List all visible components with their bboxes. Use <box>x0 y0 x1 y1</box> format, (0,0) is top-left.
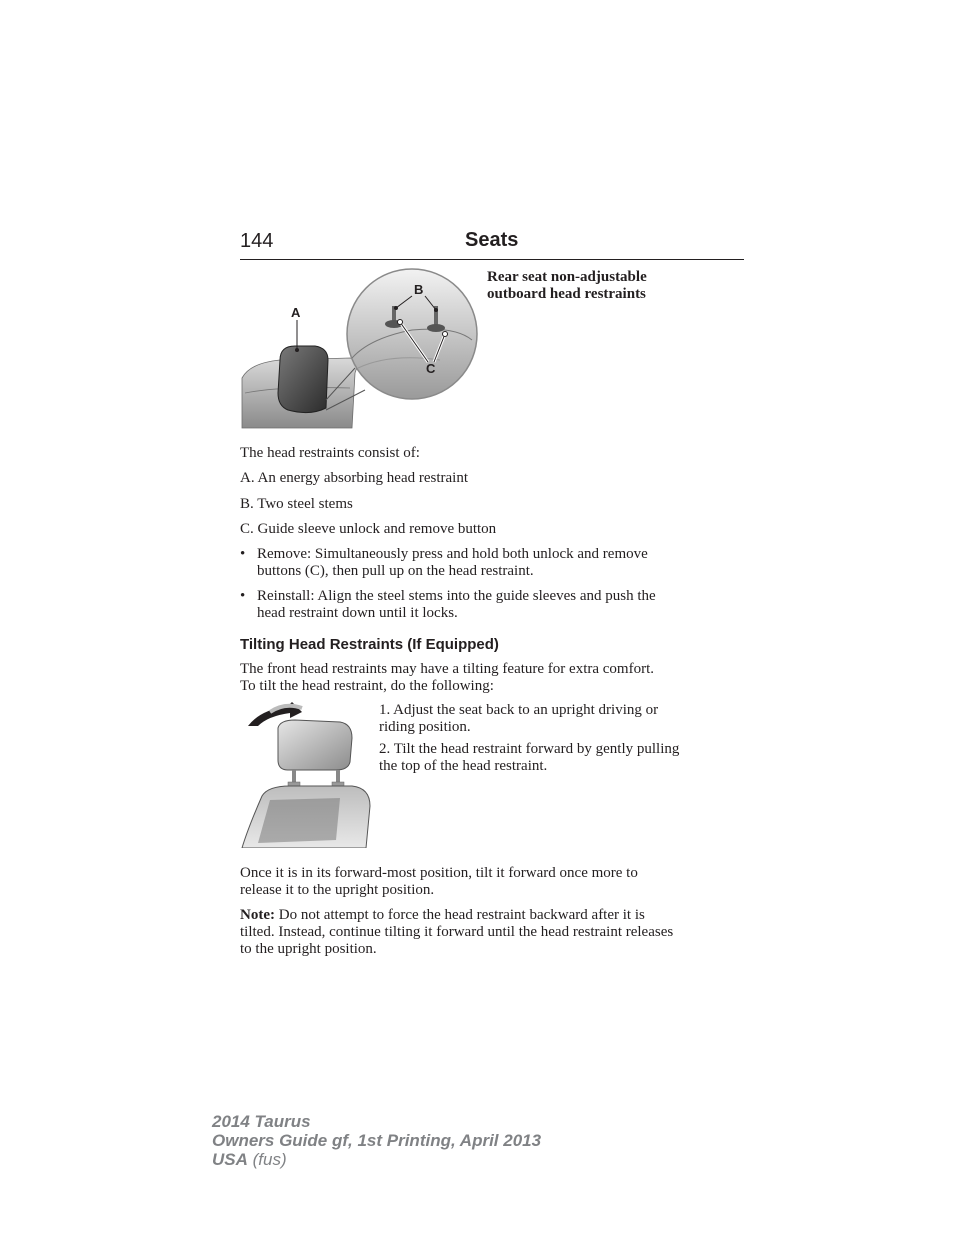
list-item-c: C. Guide sleeve unlock and remove button <box>240 521 497 537</box>
step-1 <box>379 702 744 736</box>
step-line: riding position. <box>379 719 471 735</box>
bullet-line: Remove: Simultaneously press and hold both unlock and remove <box>257 546 648 562</box>
tilt-intro-line: The front head restraints may have a tilting feature for extra comfort. <box>240 661 654 677</box>
bullet-line: head restraint down until it locks. <box>257 605 458 621</box>
list-item-b: B. Two steel stems <box>240 496 353 512</box>
once-line: release it to the upright position. <box>240 882 435 898</box>
footer-line: Owners Guide gf, 1st Printing, April 2013 <box>212 1131 542 1150</box>
footer-code: (fus) <box>247 1150 287 1169</box>
note-line: Do not attempt to force the head restraint backward after it is <box>274 907 645 923</box>
note-label: Note: <box>240 907 275 923</box>
footer-region: USA <box>212 1150 248 1169</box>
step-2 <box>379 741 744 775</box>
step-line: 1. Adjust the seat back to an upright driving or <box>379 702 659 718</box>
step-line: the top of the head restraint. <box>379 758 548 774</box>
tilting-head-restraint-illustration <box>240 698 375 848</box>
tilt-intro-line: To tilt the head restraint, do the following: <box>240 678 494 694</box>
bullet-line: Reinstall: Align the steel stems into the guide sleeves and push the <box>257 588 656 604</box>
bullet-line: buttons (C), then pull up on the head restraint. <box>257 563 534 579</box>
bullet-glyph: • <box>240 546 246 562</box>
tilt-intro <box>240 661 744 695</box>
footer <box>212 1112 541 1169</box>
once-paragraph <box>240 865 744 899</box>
page-number: 144 <box>240 230 274 252</box>
callout-label-c: C <box>426 361 436 376</box>
rear-head-restraint-illustration <box>240 268 480 433</box>
note-line: tilted. Instead, continue tilting it forward until the head restraint releases <box>240 924 674 940</box>
callout-label-b: B <box>414 282 424 297</box>
once-line: Once it is in its forward-most position, tilt it forward once more to <box>240 865 638 881</box>
step-line: 2. Tilt the head restraint forward by gently pulling <box>379 741 680 757</box>
intro-text: The head restraints consist of: <box>240 445 420 461</box>
note-line: to the upright position. <box>240 941 377 957</box>
bullet-remove <box>240 546 744 582</box>
caption-line: Rear seat non-adjustable <box>487 269 647 285</box>
caption-line: outboard head restraints <box>487 286 646 302</box>
section-heading: Tilting Head Restraints (If Equipped) <box>240 636 499 653</box>
figure-caption <box>487 269 737 303</box>
callout-label-a: A <box>291 305 301 320</box>
tilting-head-restraint-figure <box>240 698 375 848</box>
bullet-reinstall <box>240 588 744 624</box>
list-item-a: A. An energy absorbing head restraint <box>240 470 468 486</box>
page-title: Seats <box>465 229 519 251</box>
bullet-glyph: • <box>240 588 246 604</box>
footer-line: 2014 Taurus <box>212 1112 311 1131</box>
note-paragraph <box>240 907 744 958</box>
header-divider <box>240 259 744 260</box>
rear-head-restraint-figure <box>240 268 480 433</box>
